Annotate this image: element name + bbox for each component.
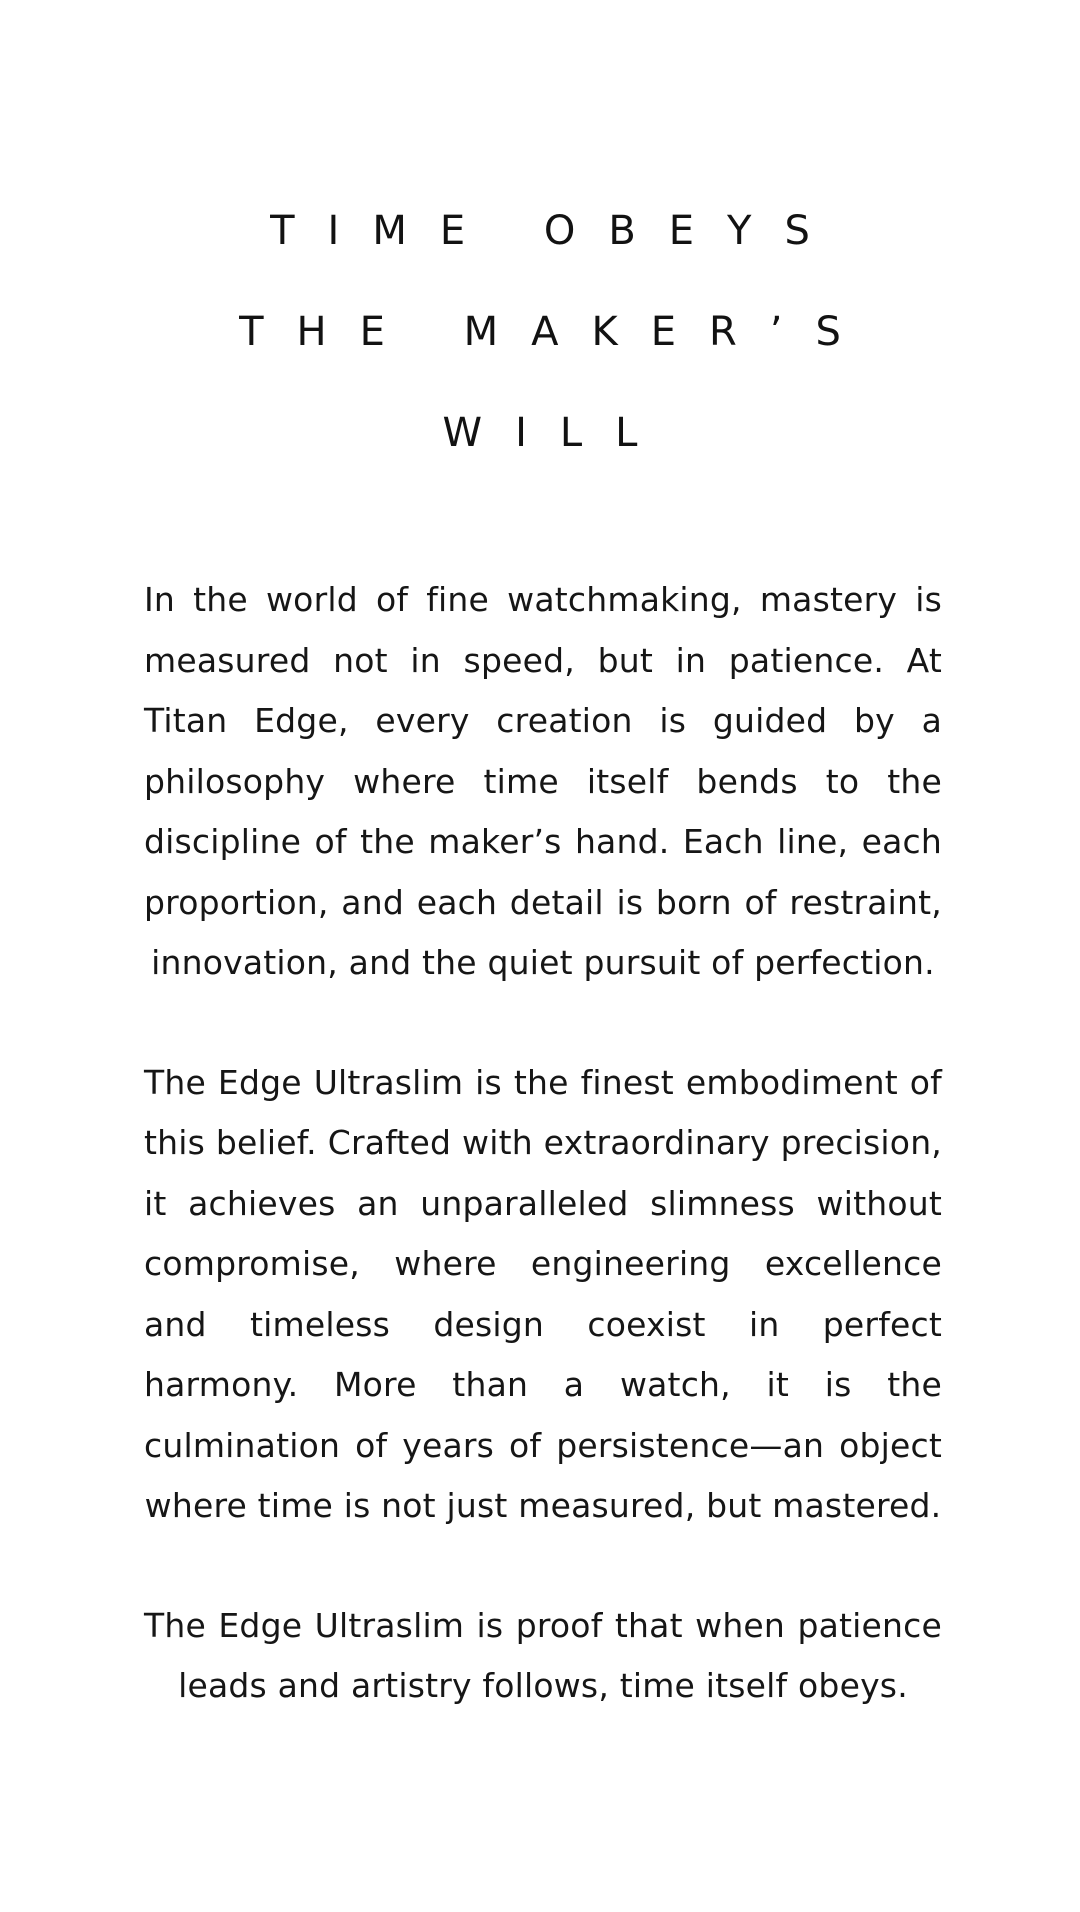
paragraph-closing: The Edge Ultraslim is proof that when patience leads and artistry follows, time itself obeys. [144,1605,942,1705]
paragraph-ultraslim: The Edge Ultraslim is the finest embodiment of this belief. Crafted with extraordinary precision, it achieves an unparalleled slimness without compromise, where engineering excellence and timeless design coexist in perfect harmony. More than a watch, it is the culmination of years of persistence—an object where time is not just measured, but mastered. [144,1062,942,1525]
paragraph-intro: In the world of fine watchmaking, mastery is measured not in speed, but in patience. At Titan Edge, every creation is guided by a philosophy where time itself bends to the discipline of the maker’s hand. Each line, each proportion, and each detail is born of restraint, innovation, and the quiet pursuit of perfection. [144,580,942,982]
body-copy [144,570,942,1717]
headline-line-3: WILL [442,410,671,456]
headline-line-2: THE MAKER’S [239,309,874,355]
page-title [0,196,1080,499]
headline-line-1: TIME OBEYS [270,208,843,254]
